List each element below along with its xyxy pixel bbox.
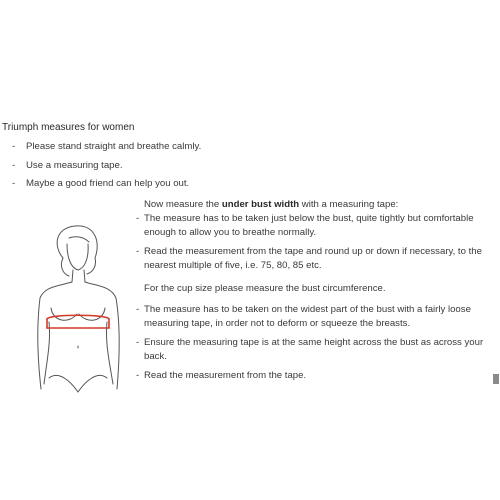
list-item: [136, 369, 486, 383]
list-item: [136, 336, 486, 364]
scrollbar-thumb[interactable]: [493, 374, 499, 384]
step-text: The measure has to be taken just below the bust, quite tightly but comfortable enough to allow you to breathe normally.: [144, 213, 474, 238]
list-item: [136, 212, 486, 240]
list-dash: -: [12, 159, 16, 171]
preparation-tips: [12, 140, 312, 196]
cup-steps: [136, 303, 486, 388]
female-torso-illustration: [25, 224, 130, 394]
list-item: [12, 140, 312, 154]
list-dash: -: [136, 246, 140, 257]
list-item: [12, 177, 312, 191]
page-title: Triumph measures for women: [2, 122, 135, 133]
tip-text: Use a measuring tape.: [26, 159, 123, 171]
list-dash: -: [12, 178, 16, 189]
list-dash: -: [136, 213, 140, 224]
step-text: Read the measurement from the tape.: [144, 370, 307, 381]
list-item: [136, 303, 486, 331]
tip-text: Maybe a good friend can help you out.: [26, 178, 190, 189]
cup-intro: For the cup size please measure the bust circumference.: [144, 283, 386, 294]
underbust-steps: [136, 212, 486, 278]
list-item: [136, 245, 486, 273]
intro-emphasis: under bust width: [221, 199, 300, 210]
list-dash: -: [136, 370, 140, 381]
tip-text: Please stand straight and breathe calmly.: [26, 141, 202, 152]
list-dash: -: [136, 337, 140, 348]
step-text: Ensure the measuring tape is at the same height across the bust as across your back.: [144, 337, 484, 362]
step-text: The measure has to be taken on the widest part of the bust with a fairly loose measuring tape, in order not to deform or squeeze the breasts.: [144, 304, 471, 329]
step-text: Read the measurement from the tape and round up or down if necessary, to the nearest multiple of five, i.e. 75, 80, 85 etc.: [144, 246, 482, 271]
list-item: [12, 159, 312, 173]
intro-text: Now measure the: [144, 199, 222, 210]
list-dash: -: [12, 141, 16, 152]
list-dash: -: [136, 304, 140, 315]
underbust-intro: [144, 198, 398, 212]
intro-text: with a measuring tape:: [299, 199, 399, 210]
